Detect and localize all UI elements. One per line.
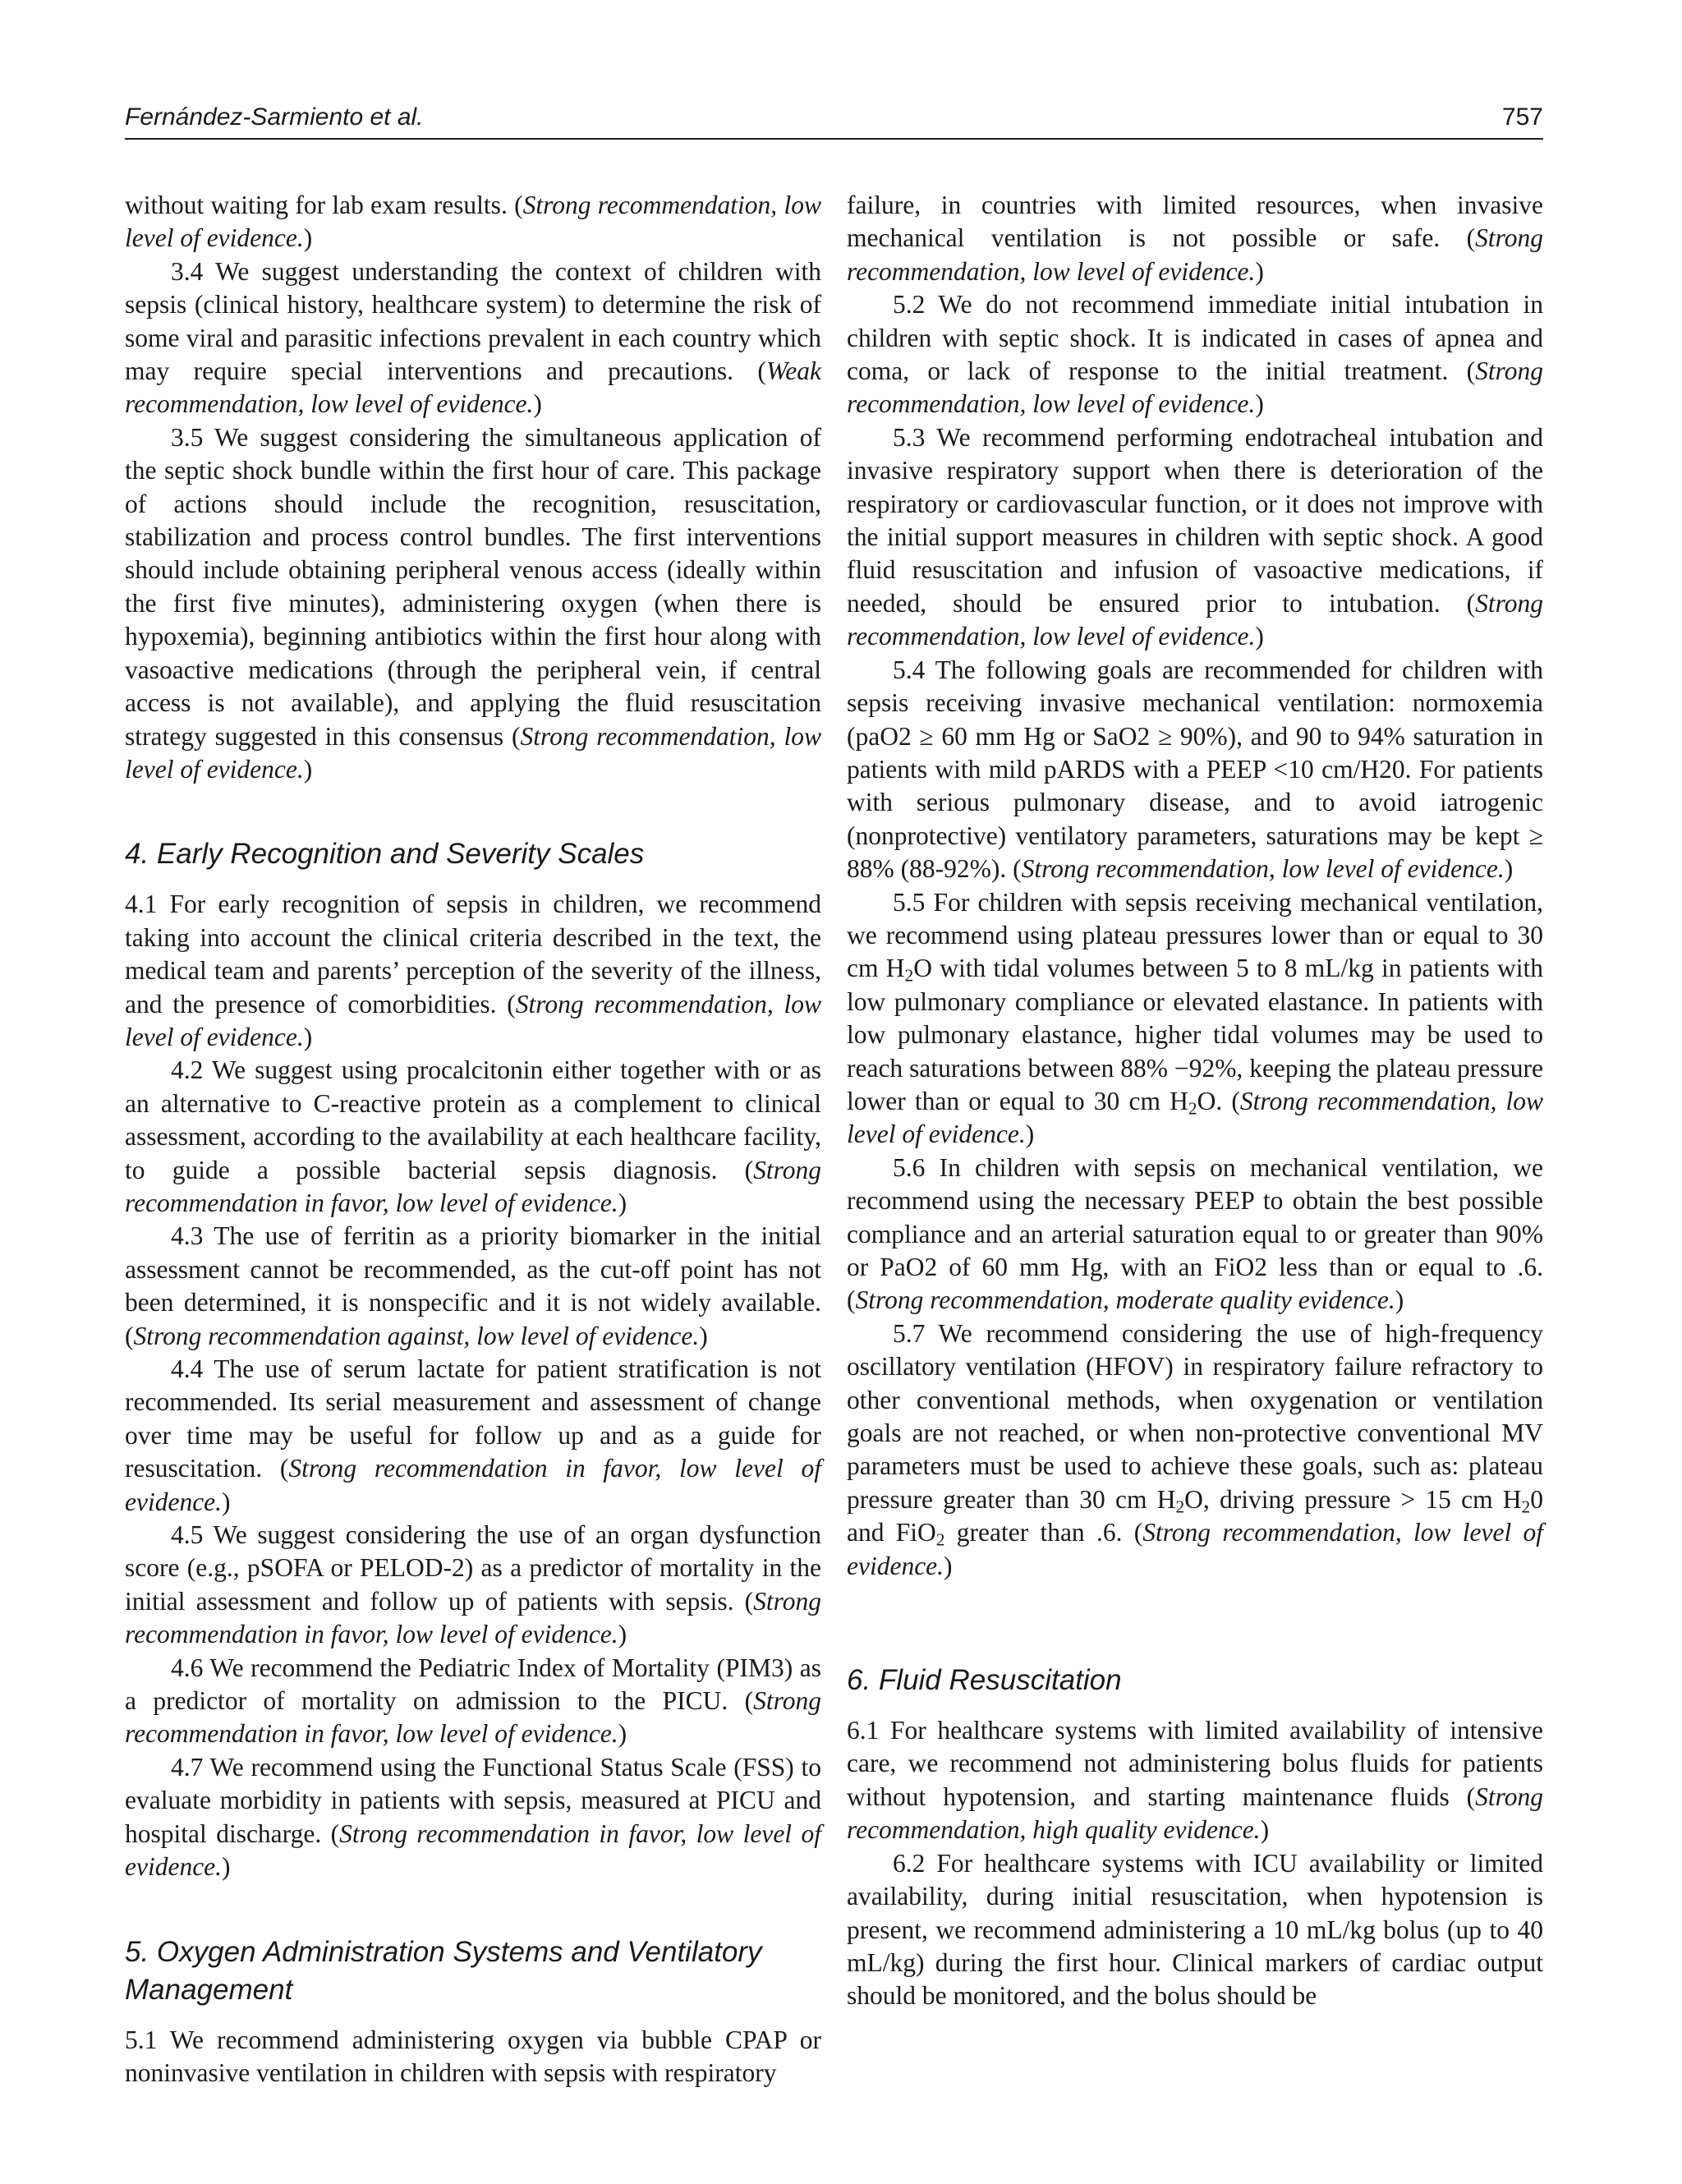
paragraph-4-5: 4.5 We suggest considering the use of an organ dysfunction score (e.g., pSOFA or PELOD-2) as a predictor of mortality in the initial assessment and follow up of patients with sepsis. (Strong recommendation in favor, low level of evidence.) [125, 1520, 821, 1649]
paragraph-3-4: 3.4 We suggest understanding the context of children with sepsis (clinical history, healthcare system) to determine the risk of some viral and parasitic infections prevalent in each country which may require special interventions and precautions. (Weak recommendation, low level of evidence.) [125, 256, 821, 419]
left-column [125, 189, 821, 2090]
paragraph-4-6: 4.6 We recommend the Pediatric Index of Mortality (PIM3) as a predictor of mortality on admission to the PICU. (Strong recommendation in favor, low level of evidence.) [125, 1653, 821, 1749]
paragraph-5-2: 5.2 We do not recommend immediate initial intubation in children with septic shock. It is indicated in cases of apnea and coma, or lack of response to the initial treatment. (Strong recommendation, low level of evidence.) [847, 290, 1543, 419]
running-header-authors: Fernández-Sarmiento et al. [125, 103, 424, 131]
paragraph-4-4: 4.4 The use of serum lactate for patient stratification is not recommended. Its serial measurement and assessment of change over time may be useful for follow up and as a guide for resuscitation. (Strong recommendation in favor, low level of evidence.) [125, 1354, 821, 1516]
section-heading-5: 5. Oxygen Administration Systems and Ventilatory Management [125, 1935, 762, 2006]
paragraph-5-5: 5.5 For children with sepsis receiving mechanical ventilation, we recommend using plateau pressures lower than or equal to 30 cm $H_2O$ with tidal volumes between 5 to 8 mL/kg in patients with low pulmonary compliance or elevated elastance. In patients with low pulmonary elastance, higher tidal volumes may be used to reach saturations between 88% −92%, keeping the plateau pressure lower than or equal to 30 cm $H_2O$. (Strong recommendation, low level of evidence.) [847, 887, 1544, 1149]
paragraph-4-3: 4.3 The use of ferritin as a priority biomarker in the initial assessment cannot be recommended, as the cut-off point has not been determined, it is nonspecific and it is not widely available. (Strong recommendation against, low level of evidence.) [125, 1221, 821, 1350]
section-heading-6: 6. Fluid Resuscitation [847, 1664, 1122, 1697]
paragraph-4-7: 4.7 We recommend using the Functional Status Scale (FSS) to evaluate morbidity in patients with sepsis, measured at PICU and hospital discharge. (Strong recommendation in favor, low level of evidence.) [125, 1752, 821, 1882]
running-header [125, 92, 1543, 140]
paragraph-3-5: 3.5 We suggest considering the simultaneous application of the septic shock bundle within the first hour of care. This package of actions should include the recognition, resuscitation, stabilization and process control bundles. The first interventions should include obtaining peripheral venous access (ideally within the first five minutes), administering oxygen (when there is hypoxemia), beginning antibiotics within the first hour along with vasoactive medications (through the peripheral vein, if central access is not available), and applying the fluid resuscitation strategy suggested in this consensus (Strong recommendation, low level of evidence.) [125, 422, 822, 784]
paragraph-4-2: 4.2 We suggest using procalcitonin either together with or as an alternative to C-reactive protein as a complement to clinical assessment, according to the availability at each healthcare facility, to guide a possible bacterial sepsis diagnosis. (Strong recommendation in favor, low level of evidence.) [125, 1055, 821, 1217]
paragraph-5-3: 5.3 We recommend performing endotracheal intubation and invasive respiratory support when there is deterioration of the respiratory or cardiovascular function, or it does not improve with the initial support measures in children with septic shock. A good fluid resuscitation and infusion of vasoactive medications, if needed, should be ensured prior to intubation. (Strong recommendation, low level of evidence.) [847, 422, 1543, 651]
page-number: 757 [1501, 103, 1543, 131]
right-column [847, 189, 1543, 2013]
paragraph-5-4: 5.4 The following goals are recommended for children with sepsis receiving invasive mechanical ventilation: normoxemia (paO2 ≥ 60 mm Hg or SaO2 ≥ 90%), and 90 to 94% saturation in patients with mild pARDS with a PEEP <10 cm/H20. For patients with serious pulmonary disease, and to avoid iatrogenic (nonprotective) ventilatory parameters, saturations may be kept ≥ 88% (88-92%). (Strong recommendation, low level of evidence.) [847, 655, 1543, 884]
paragraph-5-1-end: failure, in countries with limited resources, when invasive mechanical ventilation is not possible or safe. (Strong recommendation, low level of evidence.) [847, 191, 1543, 286]
paragraph-5-1-start: 5.1 We recommend administering oxygen via bubble CPAP or noninvasive ventilation in children with sepsis with respiratory [125, 2025, 821, 2087]
paragraph-5-6: 5.6 In children with sepsis on mechanical ventilation, we recommend using the necessary PEEP to obtain the best possible compliance and an arterial saturation equal to or greater than 90% or PaO2 of 60 mm Hg, with an FiO2 less than or equal to .6. (Strong recommendation, moderate quality evidence.) [847, 1152, 1543, 1315]
paragraph-3-3-end: without waiting for lab exam results. (Strong recommendation, low level of evidence.) [125, 191, 821, 253]
paragraph-6-1: 6.1 For healthcare systems with limited availability of intensive care, we recommend not administering bolus fluids for patients without hypotension, and starting maintenance fluids (Strong recommendation, high quality evidence.) [847, 1716, 1543, 1845]
paragraph-6-2-start: 6.2 For healthcare systems with ICU availability or limited availability, during initial resuscitation, when hypotension is present, we recommend administering a 10 mL/kg bolus (up to 40 mL/kg) during the first hour. Clinical markers of cardiac output should be monitored, and the bolus should be [847, 1848, 1543, 2011]
section-heading-4: 4. Early Recognition and Severity Scales [125, 838, 645, 871]
paragraph-5-7: 5.7 We recommend considering the use of high-frequency oscillatory ventilation (HFOV) in respiratory failure refractory to other conventional methods, when oxygenation or ventilation goals are not reached, or when non-protective conventional MV parameters must be used to achieve these goals, such as: plateau pressure greater than 30 cm $H_2O$, driving pressure > 15 cm $H_20$ and FiO$_2$ greater than .6. (Strong recommendation, low level of evidence.) [847, 1318, 1544, 1580]
paragraph-4-1: 4.1 For early recognition of sepsis in children, we recommend taking into account the clinical criteria described in the text, the medical team and parents’ perception of the severity of the illness, and the presence of comorbidities. (Strong recommendation, low level of evidence.) [125, 890, 822, 1051]
